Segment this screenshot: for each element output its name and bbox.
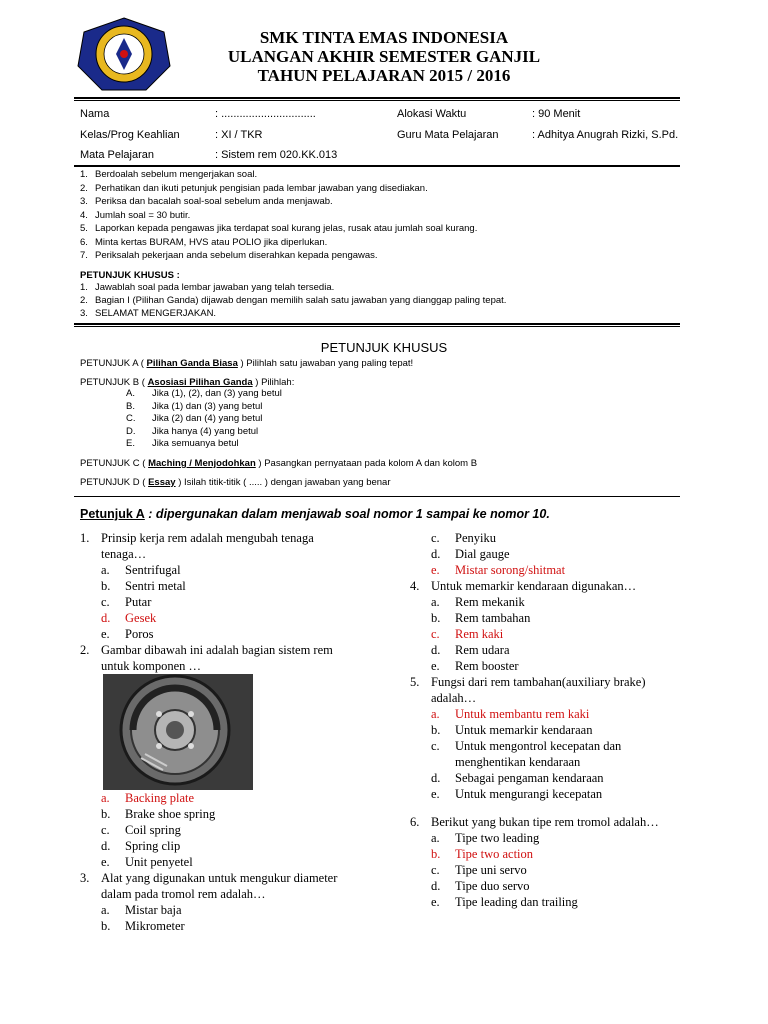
option-letter: a.	[101, 563, 110, 577]
question-number: 6.	[410, 815, 420, 829]
left-column	[80, 530, 380, 674]
petunjuk-b-option	[126, 413, 282, 426]
answer-option	[410, 658, 710, 674]
option-letter: c.	[101, 823, 110, 837]
option-text: Coil spring	[125, 823, 181, 837]
special-item-text: Jawablah soal pada lembar jawaban yang telah tersedia.	[95, 282, 335, 293]
special-divider-thin	[74, 326, 680, 327]
option-letter: d.	[431, 771, 441, 785]
option-text: Untuk mengontrol kecepatan dan	[455, 739, 622, 753]
option-text: Mistar sorong/shitmat	[455, 563, 566, 577]
general-rule-text: Berdoalah sebelum mengerjakan soal.	[95, 169, 258, 180]
option-text: Sentri metal	[125, 579, 186, 593]
question-line	[410, 674, 710, 690]
answer-option	[80, 594, 380, 610]
brake-drum-image	[103, 674, 253, 790]
general-rule-number: 3.	[80, 196, 88, 207]
option-text: Untuk membantu rem kaki	[455, 707, 590, 721]
general-rule	[80, 209, 680, 223]
answer-option	[410, 706, 710, 722]
general-rule-text: Perhatikan dan ikuti petunjuk pengisian pada lembar jawaban yang disediakan.	[95, 182, 428, 194]
question-text: adalah…	[431, 691, 477, 705]
petunjuk-b-option-letter: B.	[126, 400, 135, 412]
option-text: Dial gauge	[455, 547, 510, 561]
option-text: Poros	[125, 627, 154, 641]
petunjuk-b-option-letter: A.	[126, 388, 135, 399]
option-text: Penyiku	[455, 531, 496, 545]
general-rule	[80, 236, 680, 250]
petunjuk-d	[80, 476, 391, 490]
special-heading: PETUNJUK KHUSUS :	[80, 270, 180, 281]
question-text: Prinsip kerja rem adalah mengubah tenaga	[101, 531, 314, 545]
left-column-2	[80, 790, 380, 934]
general-rules	[80, 168, 680, 263]
general-rule-number: 5.	[80, 223, 88, 234]
option-letter: c.	[431, 863, 440, 877]
petunjuk-c	[80, 457, 477, 471]
option-letter: e.	[431, 787, 440, 801]
answer-option	[80, 790, 380, 806]
option-letter: b.	[431, 847, 441, 861]
option-text: Rem udara	[455, 643, 510, 657]
option-text: Tipe duo servo	[455, 879, 530, 893]
question-text: Alat yang digunakan untuk mengukur diameter	[101, 871, 338, 885]
general-rule-number: 6.	[80, 236, 88, 248]
petunjuk-c-pre: PETUNJUK C (	[80, 458, 149, 469]
option-letter: a.	[101, 903, 110, 917]
special-item	[80, 307, 680, 320]
special-divider	[74, 323, 680, 325]
option-text: Gesek	[125, 611, 157, 625]
option-text: Spring clip	[125, 839, 181, 853]
answer-option	[410, 770, 710, 786]
general-rule-number: 4.	[80, 209, 88, 221]
petunjuk-b-option	[126, 426, 282, 439]
answer-option	[410, 722, 710, 738]
special-item	[80, 281, 680, 294]
option-letter: e.	[101, 627, 110, 641]
question-number: 3.	[80, 871, 90, 885]
kelas-label: Kelas/Prog Keahlian	[80, 129, 180, 141]
option-text: Sentrifugal	[125, 563, 181, 577]
kelas-value: : XI / TKR	[215, 129, 263, 141]
answer-option	[410, 862, 710, 878]
question-line	[80, 546, 380, 562]
petunjuk-b-option-letter: D.	[126, 425, 136, 437]
answer-option	[410, 562, 710, 578]
question-line	[80, 870, 380, 886]
nama-value: : ...............................	[215, 108, 316, 120]
special-item-number: 1.	[80, 282, 88, 293]
question-text: untuk komponen …	[101, 659, 201, 673]
answer-option	[80, 838, 380, 854]
answer-option	[410, 846, 710, 862]
petunjuk-b-pre: PETUNJUK B (	[80, 377, 148, 388]
answer-option	[410, 530, 710, 546]
option-text: Mikrometer	[125, 919, 185, 933]
question-text: dalam pada tromol rem adalah…	[101, 887, 266, 901]
question-line	[410, 814, 710, 830]
question-text: Gambar dibawah ini adalah bagian sistem rem	[101, 643, 333, 657]
option-letter: b.	[101, 807, 111, 821]
general-rule-text: Minta kertas BURAM, HVS atau POLIO jika diperlukan.	[95, 236, 328, 248]
right-column-2	[410, 814, 710, 910]
question-text: Untuk memarkir kendaraan digunakan…	[431, 579, 637, 593]
question-line	[410, 578, 710, 594]
option-text: Rem kaki	[455, 627, 504, 641]
answer-option	[80, 626, 380, 642]
special-item-text: SELAMAT MENGERJAKAN.	[95, 308, 217, 319]
petunjuk-b-option	[126, 401, 282, 414]
answer-option	[410, 626, 710, 642]
option-text: Tipe leading dan trailing	[455, 895, 578, 909]
option-letter: a.	[431, 595, 440, 609]
section-text: : dipergunakan dalam menjawab soal nomor 1 sampai ke nomor 10.	[144, 507, 550, 521]
special-item-number: 2.	[80, 295, 88, 306]
answer-option	[80, 918, 380, 934]
question-line	[410, 690, 710, 706]
option-letter: c.	[101, 595, 110, 609]
general-rule	[80, 182, 680, 196]
answer-option	[410, 830, 710, 846]
special-item-number: 3.	[80, 308, 88, 319]
option-letter: a.	[431, 831, 440, 845]
petunjuk-b-option	[126, 438, 282, 451]
question-line	[80, 658, 380, 674]
option-letter: d.	[431, 643, 441, 657]
option-letter: e.	[431, 659, 440, 673]
question-number: 2.	[80, 643, 90, 657]
petunjuk-b-option	[126, 388, 282, 401]
general-rule-text: Laporkan kepada pengawas jika terdapat soal kurang jelas, rusak atau jumlah soal kurang.	[95, 223, 478, 234]
header-divider-thin	[74, 100, 680, 101]
answer-option	[80, 610, 380, 626]
petunjuk-b-option-letter: E.	[126, 438, 135, 449]
question-number: 1.	[80, 531, 90, 545]
general-rule	[80, 222, 680, 236]
general-rule	[80, 249, 680, 263]
mapel-value: : Sistem rem 020.KK.013	[215, 149, 338, 161]
option-letter: e.	[101, 855, 110, 869]
option-letter: c.	[431, 531, 440, 545]
petunjuk-b-option-text: Jika (1), (2), dan (3) yang betul	[152, 388, 282, 399]
general-rule	[80, 168, 680, 182]
option-text: Unit penyetel	[125, 855, 193, 869]
question-number: 5.	[410, 675, 420, 689]
option-letter: b.	[431, 611, 441, 625]
question-line	[80, 642, 380, 658]
question-number: 4.	[410, 579, 420, 593]
section-label: Petunjuk A	[80, 507, 145, 521]
answer-option	[80, 854, 380, 870]
petunjuk-d-post: ) Isilah titik-titik ( ..... ) dengan jawaban yang benar	[175, 477, 391, 488]
guru-label: Guru Mata Pelajaran	[397, 129, 499, 141]
answer-option	[80, 822, 380, 838]
question-line	[80, 530, 380, 546]
exam-title: ULANGAN AKHIR SEMESTER GANJIL	[227, 47, 541, 66]
petunjuk-c-key: Maching / Menjodohkan	[148, 458, 256, 469]
option-text: Sebagai pengaman kendaraan	[455, 771, 604, 785]
option-text: Tipe two action	[455, 847, 534, 861]
option-letter: d.	[101, 611, 111, 625]
option-text: Mistar baja	[125, 903, 182, 917]
option-text: Untuk memarkir kendaraan	[455, 723, 593, 737]
waktu-value: : 90 Menit	[532, 108, 581, 120]
general-rule	[80, 195, 680, 209]
header-divider	[74, 97, 680, 99]
petunjuk-d-pre: PETUNJUK D (	[80, 477, 149, 488]
special-items	[80, 281, 680, 320]
option-letter: d.	[101, 839, 111, 853]
option-letter: a.	[101, 791, 110, 805]
mapel-label: Mata Pelajaran	[80, 149, 154, 161]
answer-option	[80, 902, 380, 918]
option-text: Rem tambahan	[455, 611, 531, 625]
general-rule-number: 2.	[80, 182, 88, 194]
general-rule-text: Periksalah pekerjaan anda sebelum diserahkan kepada pengawas.	[95, 250, 378, 261]
option-text: Tipe two leading	[455, 831, 540, 845]
option-letter: b.	[431, 723, 441, 737]
option-text: Brake shoe spring	[125, 807, 216, 821]
petunjuk-b-options	[126, 388, 282, 451]
petunjuk-b-key: Asosiasi Pilihan Ganda	[147, 377, 253, 388]
answer-option	[410, 546, 710, 562]
option-text: Untuk mengurangi kecepatan	[455, 787, 603, 801]
school-year: TAHUN PELAJARAN 2015 / 2016	[257, 66, 511, 85]
option-text: Tipe uni servo	[455, 863, 527, 877]
answer-option	[410, 610, 710, 626]
answer-option	[80, 562, 380, 578]
answer-option	[410, 738, 710, 754]
petunjuk-c-post: ) Pasangkan pernyataan pada kolom A dan kolom B	[255, 458, 478, 469]
school-name: SMK TINTA EMAS INDONESIA	[259, 28, 509, 47]
answer-option	[410, 878, 710, 894]
info-divider	[74, 165, 680, 167]
option-letter: b.	[101, 579, 111, 593]
section-heading	[80, 507, 550, 521]
option-text: Putar	[125, 595, 152, 609]
petunjuk-a-pre: PETUNJUK A (	[80, 358, 147, 369]
petunjuk-b-option-text: Jika (1) dan (3) yang betul	[152, 400, 263, 412]
question-text: Fungsi dari rem tambahan(auxiliary brake)	[431, 675, 646, 689]
answer-option	[410, 894, 710, 910]
school-logo	[74, 16, 174, 94]
option-letter: e.	[431, 895, 440, 909]
waktu-label: Alokasi Waktu	[397, 108, 467, 120]
option-text: Rem booster	[455, 659, 519, 673]
petunjuk-d-key: Essay	[148, 477, 176, 488]
petunjuk-a	[80, 357, 413, 371]
question-line	[80, 886, 380, 902]
question-text: tenaga…	[101, 547, 147, 561]
answer-option	[80, 578, 380, 594]
option-text: Backing plate	[125, 791, 195, 805]
option-letter: a.	[431, 707, 440, 721]
answer-option	[80, 806, 380, 822]
option-letter: d.	[431, 879, 441, 893]
answer-option	[410, 754, 710, 770]
option-letter: b.	[101, 919, 111, 933]
petunjuk-b-option-text: Jika semuanya betul	[152, 438, 239, 449]
option-letter: c.	[431, 627, 440, 641]
option-text: Rem mekanik	[455, 595, 525, 609]
option-letter: e.	[431, 563, 440, 577]
special-item-text: Bagian I (Pilihan Ganda) dijawab dengan memilih salah satu jawaban yang dianggap paling tepat.	[95, 295, 507, 306]
special-item	[80, 294, 680, 307]
question-text: Berikut yang bukan tipe rem tromol adalah…	[431, 815, 659, 829]
petunjuk-title: PETUNJUK KHUSUS	[320, 340, 448, 355]
petunjuk-b-option-text: Jika (2) dan (4) yang betul	[152, 413, 263, 424]
petunjuk-b-post: ) Pilihlah:	[252, 377, 295, 388]
petunjuk-b-option-text: Jika hanya (4) yang betul	[152, 425, 259, 437]
petunjuk-a-post: ) Pilihlah satu jawaban yang paling tepat!	[237, 358, 414, 369]
petunjuk-b-option-letter: C.	[126, 413, 136, 424]
answer-option	[410, 786, 710, 802]
option-letter: c.	[431, 739, 440, 753]
general-rule-number: 7.	[80, 250, 88, 261]
answer-option	[410, 642, 710, 658]
option-letter: d.	[431, 547, 441, 561]
general-rule-text: Jumlah soal = 30 butir.	[95, 209, 191, 221]
right-column	[410, 530, 710, 802]
guru-value: : Adhitya Anugrah Rizki, S.Pd.	[532, 129, 679, 141]
general-rule-text: Periksa dan bacalah soal-soal sebelum anda menjawab.	[95, 196, 333, 207]
option-text: menghentikan kendaraan	[455, 755, 581, 769]
answer-option	[410, 594, 710, 610]
petunjuk-a-key: Pilihan Ganda Biasa	[146, 358, 238, 369]
petunjuk-divider	[74, 496, 680, 497]
nama-label: Nama	[80, 108, 110, 120]
general-rule-number: 1.	[80, 169, 88, 180]
